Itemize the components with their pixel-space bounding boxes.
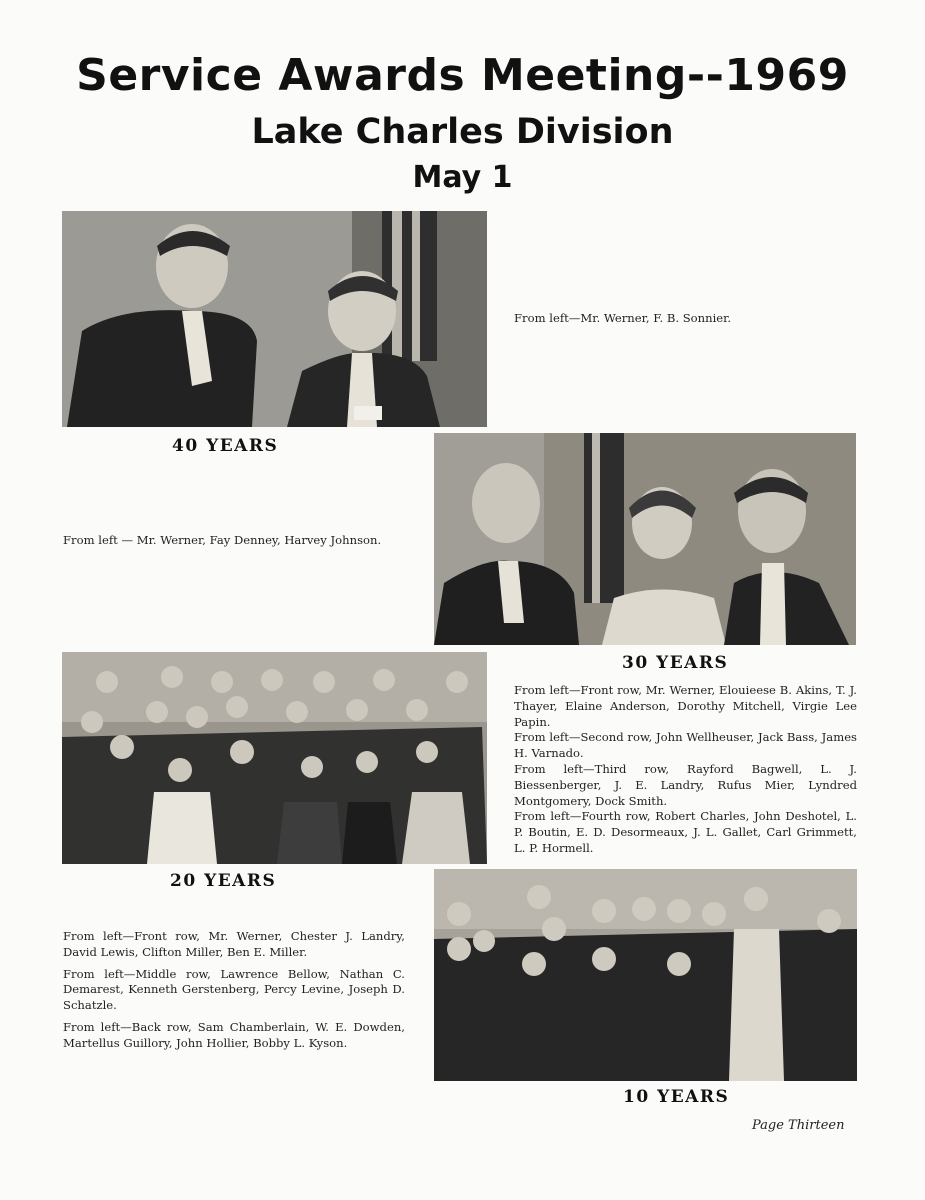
photo-20-years-group: [62, 652, 487, 864]
label-40-years: 40 YEARS: [172, 436, 279, 456]
page-number: Page Thirteen: [752, 1118, 845, 1133]
caption-30-fourth-row: From left—Fourth row, Robert Charles, John Deshotel, L. P. Boutin, E. D. Desormeaux, J. L. Gallet, Carl Grimmett, L. P. Hormell.: [514, 809, 857, 855]
page-title: Service Awards Meeting--1969: [76, 50, 849, 101]
photo-10-years-group: [434, 869, 857, 1081]
caption-30-third-row: From left—Third row, Rayford Bagwell, L. J. Biessenberger, J. E. Landry, Rufus Mier, Lyndred Montgomery, Dock Smith.: [514, 761, 857, 808]
caption-40-years: From left—Mr. Werner, F. B. Sonnier.: [514, 311, 732, 325]
label-10-years: 10 YEARS: [623, 1087, 730, 1107]
caption-20-years-rows: [63, 929, 405, 1052]
caption-20-back-row: From left—Back row, Sam Chamberlain, W. E. Dowden, Martellus Guillory, John Hollier, Bobby L. Kyson.: [63, 1019, 405, 1050]
caption-30-years-photo: From left — Mr. Werner, Fay Denney, Harvey Johnson.: [63, 533, 382, 547]
caption-30-years-rows: [514, 683, 857, 857]
label-20-years: 20 YEARS: [170, 871, 277, 891]
caption-20-front-row: From left—Front row, Mr. Werner, Chester J. Landry, David Lewis, Clifton Miller, Ben E. Miller.: [63, 929, 405, 959]
caption-30-second-row: From left—Second row, John Wellheuser, Jack Bass, James H. Varnado.: [514, 730, 857, 761]
caption-30-front-row: From left—Front row, Mr. Werner, Elouieese B. Akins, T. J. Thayer, Elaine Anderson, Dorothy Mitchell, Virgie Lee Papin.: [514, 683, 857, 729]
caption-20-middle-row: From left—Middle row, Lawrence Bellow, Nathan C. Demarest, Kenneth Gerstenberg, Percy Levine, Joseph D. Schatzle.: [63, 966, 405, 1013]
label-30-years: 30 YEARS: [622, 653, 729, 673]
meeting-date: May 1: [412, 160, 513, 195]
photo-30-years: [434, 433, 856, 645]
photo-40-years: [62, 211, 487, 427]
division-subtitle: Lake Charles Division: [251, 112, 674, 152]
